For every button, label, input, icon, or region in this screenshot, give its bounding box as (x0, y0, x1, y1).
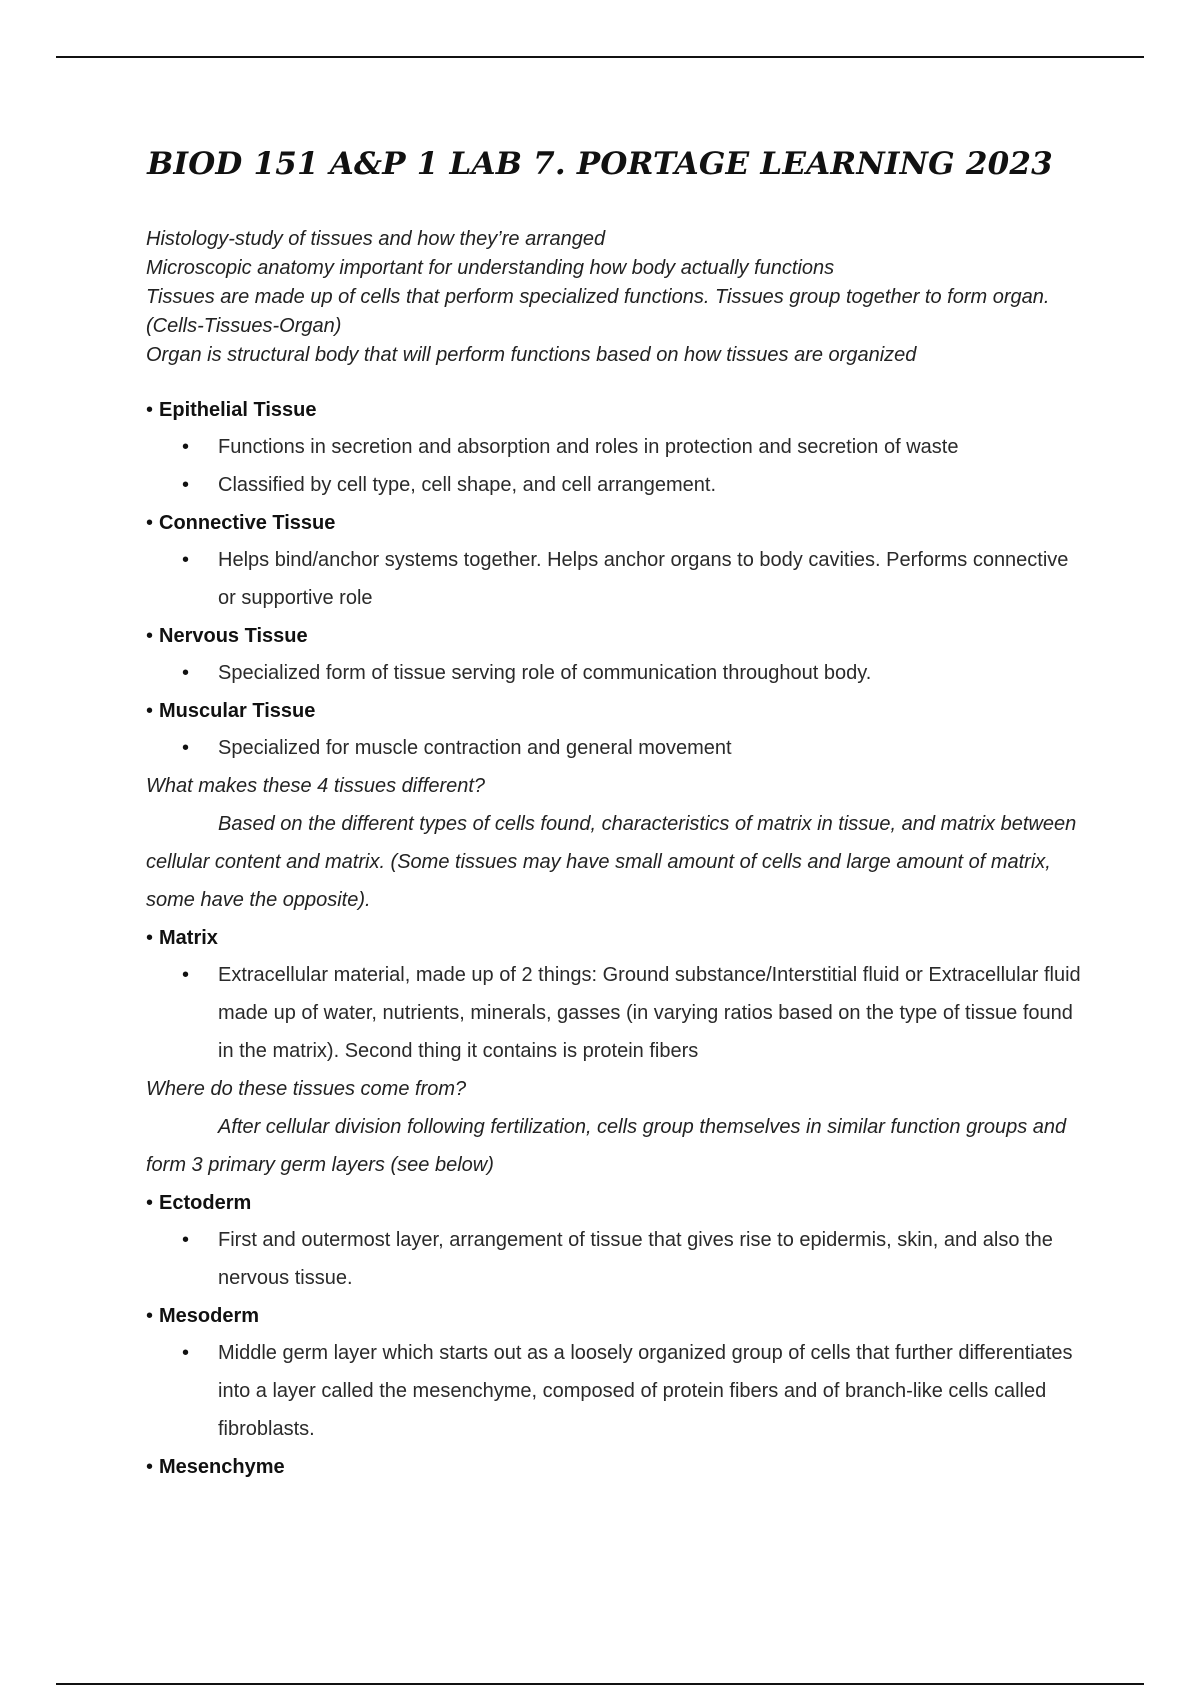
matrix-list (146, 956, 1086, 1070)
intro-block (146, 225, 1086, 370)
answer-2: After cellular division following fertilization, cells group themselves in similar function groups and form 3 primary germ layers (see below) (146, 1116, 1067, 1176)
section-heading-matrix (146, 923, 1086, 953)
item-text: Extracellular material, made up of 2 things: Ground substance/Interstitial fluid or Extracellular fluid made up of water, nutrients, minerals, gasses (in varying ratios based on the type of tissue found in the matrix). Second thing it contains is protein fibers (218, 964, 1081, 1062)
intro-line: Tissues are made up of cells that perform specialized functions. Tissues group together to form organ. (Cells-Tissues-Organ) (146, 286, 1050, 337)
list-item (146, 1221, 1086, 1297)
bullet-icon: • (146, 1456, 154, 1478)
section-heading-connective (146, 508, 1086, 538)
bullet-icon: • (182, 964, 190, 986)
bullet-icon: • (146, 399, 154, 421)
section-heading-mesoderm (146, 1301, 1086, 1331)
heading-label: Epithelial Tissue (159, 399, 317, 421)
bottom-rule (56, 1683, 1144, 1685)
section-heading-ectoderm (146, 1188, 1086, 1218)
epithelial-list (146, 428, 1086, 504)
list-item (146, 466, 1086, 504)
section-heading-mesenchyme (146, 1452, 1086, 1482)
item-text: First and outermost layer, arrangement of tissue that gives rise to epidermis, skin, and also the nervous tissue. (218, 1229, 1053, 1289)
heading-label: Muscular Tissue (159, 700, 316, 722)
heading-label: Nervous Tissue (159, 625, 308, 647)
connective-list (146, 541, 1086, 617)
item-text: Helps bind/anchor systems together. Helps anchor organs to body cavities. Performs connective or supportive role (218, 549, 1069, 609)
muscular-list (146, 729, 1086, 767)
section-heading-nervous (146, 621, 1086, 651)
bullet-icon: • (182, 737, 190, 759)
item-text: Classified by cell type, cell shape, and cell arrangement. (218, 474, 717, 496)
bullet-icon: • (146, 512, 154, 534)
list-item (146, 428, 1086, 466)
document-body (146, 225, 1086, 1485)
bullet-icon: • (146, 625, 154, 647)
bullet-icon: • (182, 474, 190, 496)
item-text: Specialized for muscle contraction and general movement (218, 737, 732, 759)
document-title: BIOD 151 A&P 1 LAB 7. PORTAGE LEARNING 2023 (147, 146, 1053, 182)
mesoderm-list (146, 1334, 1086, 1448)
section-heading-epithelial (146, 395, 1086, 425)
bullet-icon: • (182, 549, 190, 571)
intro-line: Microscopic anatomy important for understanding how body actually functions (146, 257, 835, 279)
ectoderm-list (146, 1221, 1086, 1297)
question-2: Where do these tissues come from? (146, 1078, 467, 1100)
list-item (146, 729, 1086, 767)
item-text: Specialized form of tissue serving role of communication throughout body. (218, 662, 872, 684)
bullet-icon: • (182, 662, 190, 684)
bullet-icon: • (182, 1342, 190, 1364)
question-1: What makes these 4 tissues different? (146, 775, 486, 797)
list-item (146, 1334, 1086, 1448)
bullet-icon: • (182, 1229, 190, 1251)
item-text: Functions in secretion and absorption and roles in protection and secretion of waste (218, 436, 959, 458)
top-rule (56, 56, 1144, 58)
heading-label: Mesenchyme (159, 1456, 285, 1478)
bullet-icon: • (146, 1192, 154, 1214)
heading-label: Ectoderm (159, 1192, 252, 1214)
bullet-icon: • (146, 1305, 154, 1327)
bullet-icon: • (146, 927, 154, 949)
list-item (146, 956, 1086, 1070)
item-text: Middle germ layer which starts out as a loosely organized group of cells that further differentiates into a layer called the mesenchyme, composed of protein fibers and of branch-like cells called fibroblasts. (218, 1342, 1073, 1440)
intro-line: Organ is structural body that will perform functions based on how tissues are organized (146, 344, 917, 366)
nervous-list (146, 654, 1086, 692)
bullet-icon: • (182, 436, 190, 458)
heading-label: Connective Tissue (159, 512, 336, 534)
list-item (146, 654, 1086, 692)
intro-line: Histology-study of tissues and how they’re arranged (146, 228, 606, 250)
bullet-icon: • (146, 700, 154, 722)
heading-label: Matrix (159, 927, 218, 949)
section-heading-muscular (146, 696, 1086, 726)
answer-1: Based on the different types of cells found, characteristics of matrix in tissue, and matrix between cellular content and matrix. (Some tissues may have small amount of cells and large amount of matrix, some have the opposite). (146, 813, 1077, 911)
heading-label: Mesoderm (159, 1305, 260, 1327)
list-item (146, 541, 1086, 617)
